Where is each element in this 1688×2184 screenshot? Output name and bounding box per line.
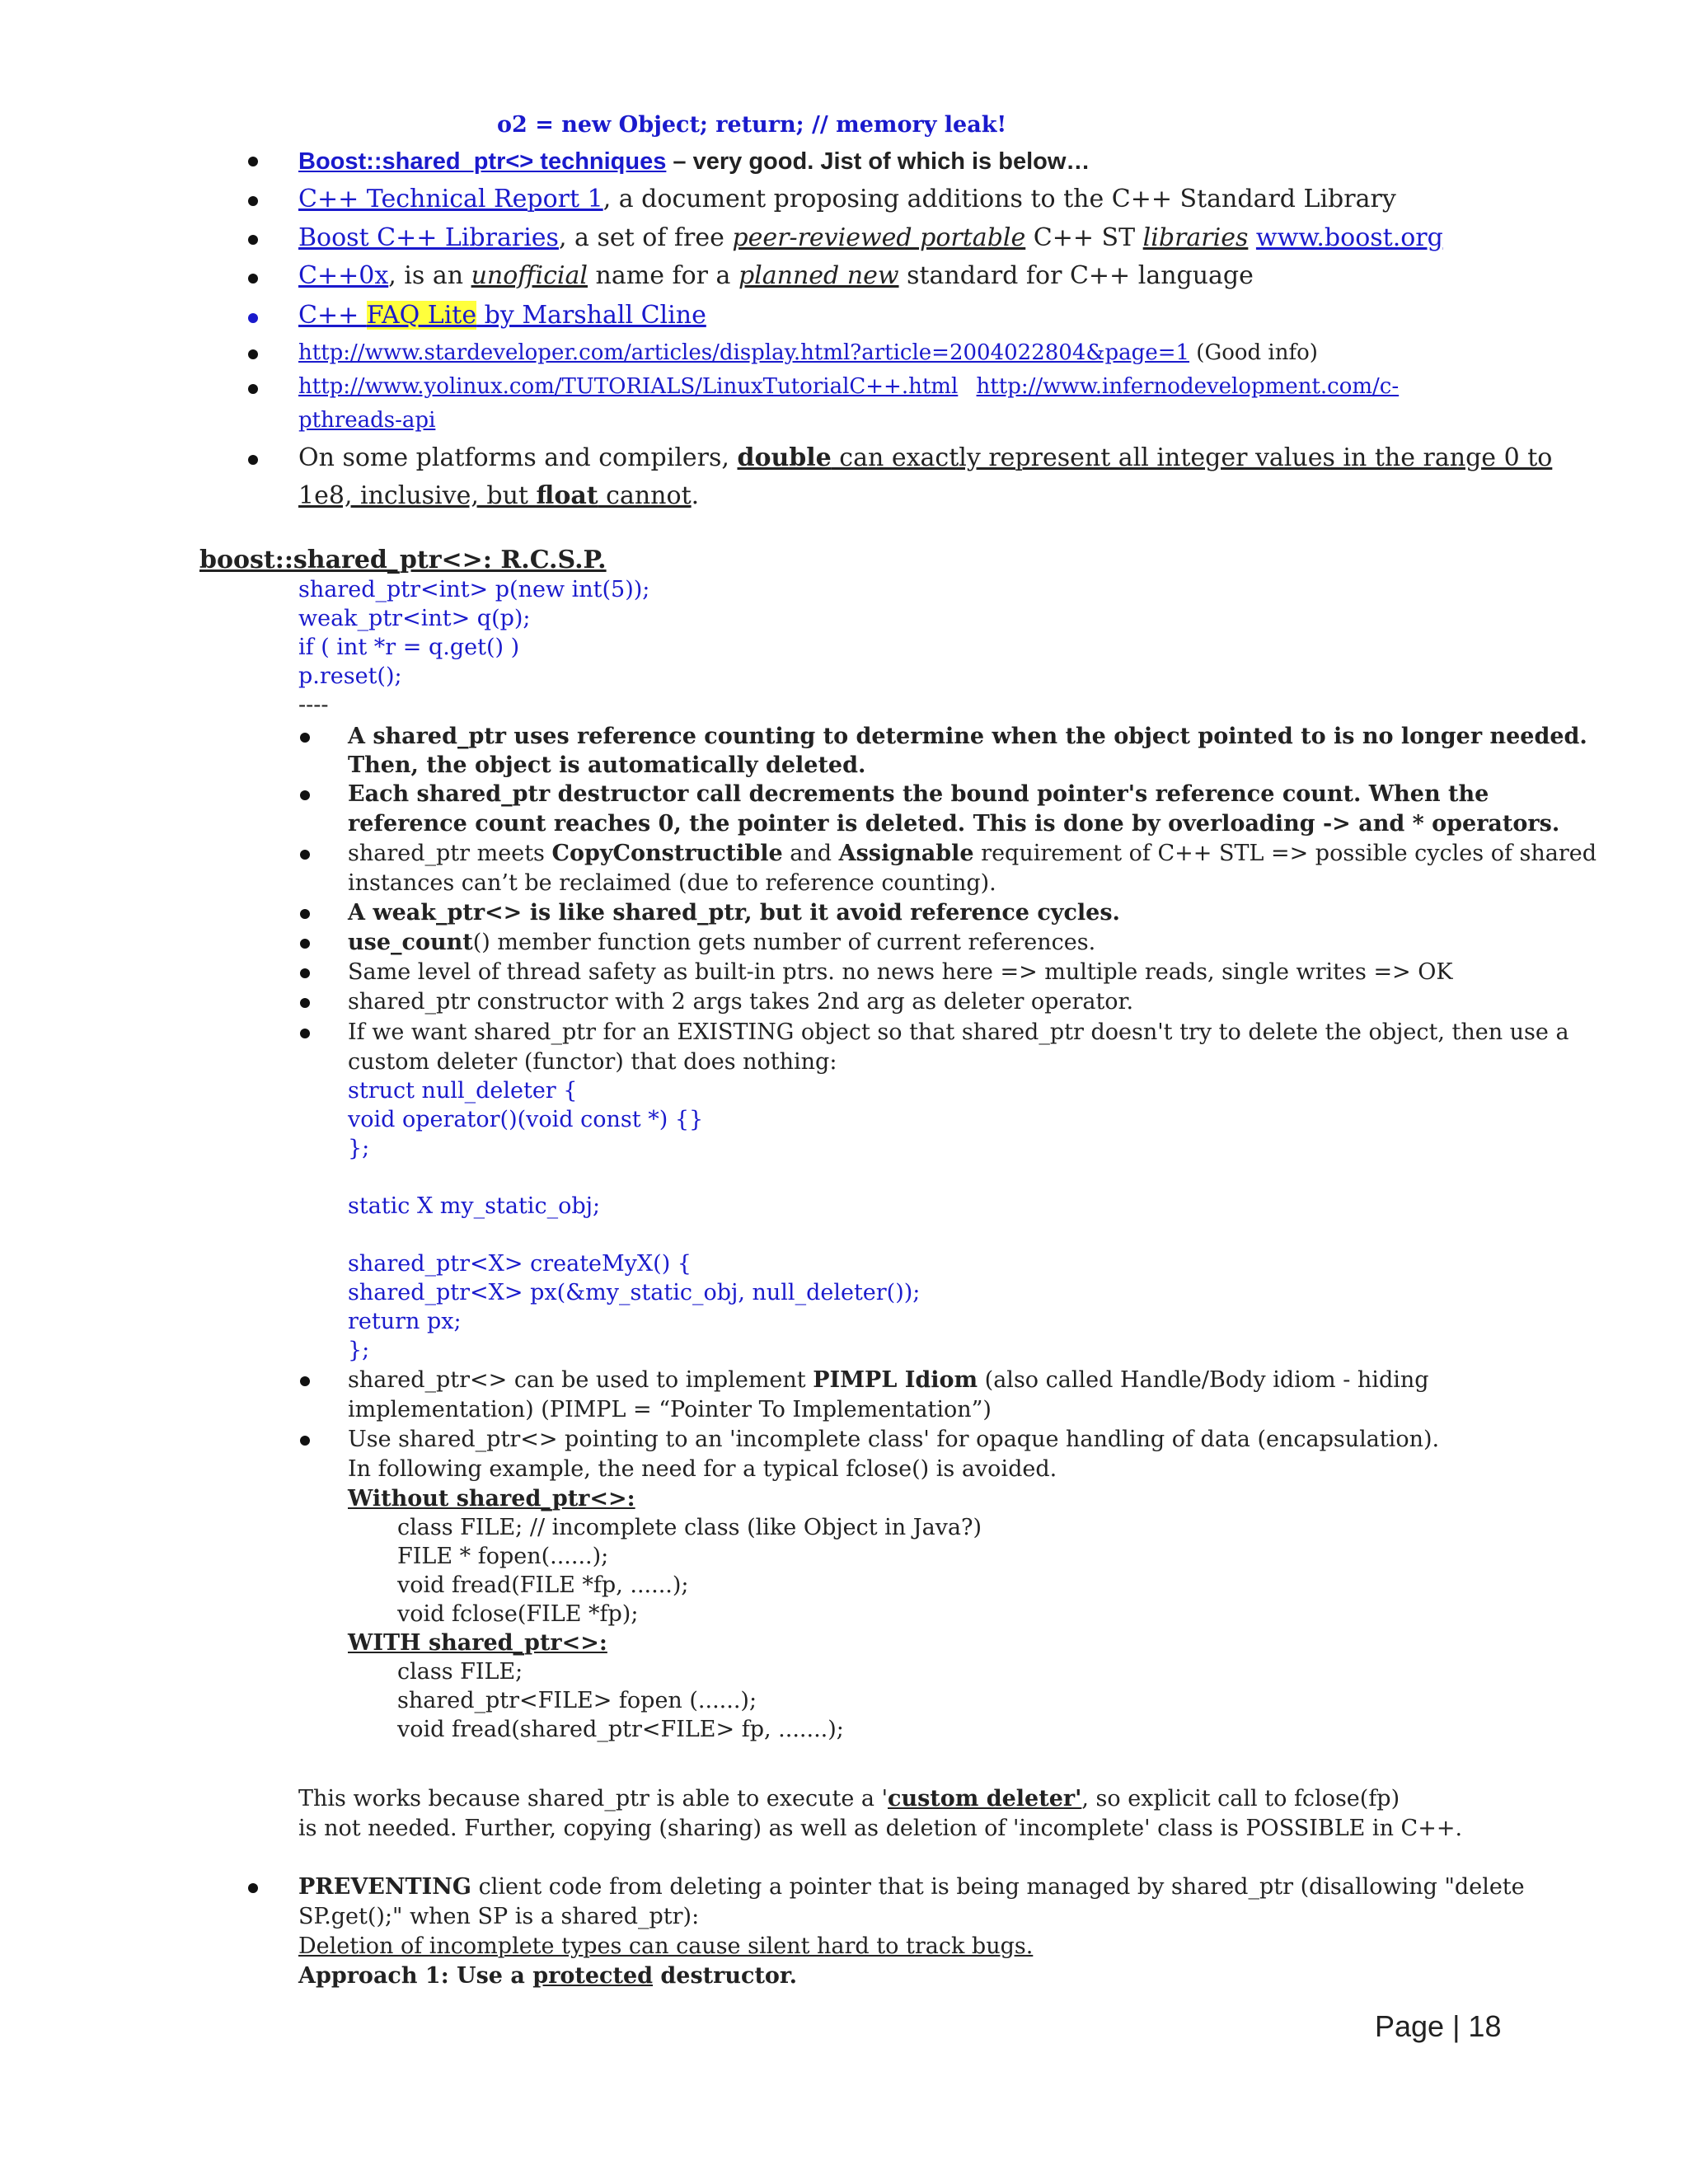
list-item-text: On some platforms and compilers,	[298, 443, 738, 472]
bullet-icon	[248, 1883, 258, 1893]
bullet-icon	[300, 850, 310, 860]
note-text	[348, 839, 1597, 869]
note-text: reference count reaches 0, the pointer is deleted. This is done by overloading -> and * operators.	[348, 811, 1560, 837]
code-line: if ( int *r = q.get() )	[298, 635, 520, 660]
code-line: p.reset();	[298, 663, 402, 689]
list-item	[298, 372, 1399, 401]
note-text	[348, 928, 1095, 958]
boost-org-link[interactable]: www.boost.org	[1255, 223, 1443, 252]
note-bold: use_count	[348, 930, 473, 955]
note-bold: CopyConstructible	[551, 841, 783, 866]
list-item-text: , a document proposing additions to the C++ Standard Library	[603, 185, 1396, 213]
bullet-icon	[248, 274, 258, 284]
bullet-icon	[248, 349, 258, 359]
approach-fragment: destructor.	[653, 1963, 798, 1989]
paragraph-fragment: This works because shared_ptr is able to execute a '	[298, 1786, 889, 1811]
list-item-text: (Good info)	[1189, 340, 1318, 365]
list-item-text: client code from deleting a pointer that is being managed by shared_ptr (disallowing "delete	[471, 1874, 1525, 1900]
memory-leak-code-line: o2 = new Object; return; // memory leak!	[497, 112, 1007, 138]
code-line: struct null_deleter {	[348, 1078, 578, 1104]
code-line: };	[348, 1338, 370, 1363]
approach-fragment: Approach 1: Use a	[298, 1963, 533, 1989]
list-item-text	[1248, 223, 1256, 252]
note-text: shared_ptr constructor with 2 args takes 2nd arg as deleter operator.	[348, 989, 1134, 1015]
list-item-text: cannot	[598, 481, 692, 510]
note-text: Same level of thread safety as built-in ptrs. no news here => multiple reads, single writes => OK	[348, 959, 1453, 985]
list-item	[298, 147, 1090, 176]
note-text: Then, the object is automatically deleted.	[348, 752, 866, 778]
note-fragment: requirement of C++ STL => possible cycles of shared	[973, 841, 1597, 866]
list-item	[298, 223, 1443, 253]
yolinux-link[interactable]: http://www.yolinux.com/TUTORIALS/LinuxTutorialC++.html	[298, 374, 959, 399]
note-bold: PIMPL Idiom	[813, 1367, 978, 1393]
bullet-icon	[300, 1376, 310, 1386]
subheading-without: Without shared_ptr<>:	[348, 1486, 635, 1511]
note-fragment: shared_ptr meets	[348, 841, 552, 866]
code-line: void fread(shared_ptr<FILE> fp, .......);	[397, 1717, 844, 1742]
note-text	[348, 1366, 1429, 1395]
bullet-icon	[300, 939, 310, 949]
note-text: In following example, the need for a typical fclose() is avoided.	[348, 1456, 1057, 1482]
list-item	[298, 301, 706, 330]
list-item-emphasis: libraries	[1142, 223, 1249, 252]
list-item-continuation: Deletion of incomplete types can cause silent hard to track bugs.	[298, 1933, 1034, 1959]
code-line: FILE * fopen(......);	[397, 1544, 609, 1569]
note-text: Use shared_ptr<> pointing to an 'incomplete class' for opaque handling of data (encapsulation).	[348, 1427, 1440, 1452]
keyword-double: double	[737, 443, 832, 472]
note-text: If we want shared_ptr for an EXISTING object so that shared_ptr doesn't try to delete the object, then use a	[348, 1019, 1569, 1045]
code-line: static X my_static_obj;	[348, 1193, 601, 1219]
list-item-emphasis: peer-reviewed portable	[732, 223, 1026, 252]
list-item-text: .	[691, 481, 700, 510]
custom-deleter-term: custom deleter'	[888, 1786, 1082, 1811]
list-item-text: , is an	[388, 261, 471, 290]
bullet-icon	[300, 1029, 310, 1038]
list-item-continuation	[298, 481, 699, 511]
bullet-icon	[248, 455, 258, 465]
list-item-text: standard for C++ language	[898, 261, 1254, 290]
cpp0x-link[interactable]: C++0x	[298, 261, 389, 290]
note-text: implementation) (PIMPL = “Pointer To Implementation”)	[348, 1397, 992, 1422]
list-item	[298, 185, 1396, 214]
boost-techniques-link[interactable]: Boost::shared_ptr<> techniques	[298, 148, 667, 175]
stardeveloper-link[interactable]: http://www.stardeveloper.com/articles/display.html?article=2004022804&page=1	[298, 340, 1190, 365]
bullet-icon	[300, 909, 310, 919]
list-item-continuation: SP.get();" when SP is a shared_ptr):	[298, 1904, 700, 1929]
note-fragment: and	[782, 841, 839, 866]
list-item-text: , a set of free	[558, 223, 733, 252]
list-item	[298, 261, 1254, 291]
note-bold: PREVENTING	[298, 1874, 471, 1900]
bullet-icon	[300, 998, 310, 1008]
note-text: Each shared_ptr destructor call decrements the bound pointer's reference count. When the	[348, 781, 1489, 807]
technical-report-link[interactable]: C++ Technical Report 1	[298, 185, 603, 213]
list-item-continuation	[298, 405, 435, 435]
list-item-text: name for a	[588, 261, 738, 290]
bullet-icon	[248, 157, 258, 166]
note-fragment: () member function gets number of current references.	[472, 930, 1096, 955]
infernodevelopment-link[interactable]: http://www.infernodevelopment.com/c-	[976, 374, 1400, 399]
code-line: class FILE;	[397, 1659, 523, 1685]
bullet-icon	[300, 1436, 310, 1446]
bullet-icon	[300, 790, 310, 800]
list-item-text: 1e8, inclusive, but	[298, 481, 537, 510]
code-line: shared_ptr<X> px(&my_static_obj, null_deleter());	[348, 1280, 921, 1305]
note-fragment: (also called Handle/Body idiom - hiding	[978, 1367, 1429, 1393]
note-fragment: shared_ptr<> can be used to implement	[348, 1367, 814, 1393]
list-item-emphasis: planned new	[738, 261, 899, 290]
highlighted-text: FAQ Lite	[366, 301, 477, 330]
code-line: weak_ptr<int> q(p);	[298, 606, 531, 631]
bullet-icon	[248, 313, 258, 323]
list-item	[298, 338, 1318, 368]
faq-lite-link[interactable]	[298, 301, 706, 330]
faq-link-prefix: C++	[298, 301, 367, 330]
infernodevelopment-link-cont[interactable]: pthreads-api	[298, 408, 436, 433]
note-text: A weak_ptr<> is like shared_ptr, but it avoid reference cycles.	[348, 900, 1120, 926]
list-item	[298, 443, 1552, 473]
list-item-emphasis: unofficial	[471, 261, 588, 290]
note-text: custom deleter (functor) that does nothing:	[348, 1049, 837, 1075]
boost-libraries-link[interactable]: Boost C++ Libraries	[298, 223, 559, 252]
approach-heading	[298, 1961, 797, 1991]
code-line: void operator()(void const *) {}	[348, 1107, 704, 1132]
bullet-icon	[248, 235, 258, 245]
code-line: shared_ptr<int> p(new int(5));	[298, 577, 650, 602]
code-line: void fclose(FILE *fp);	[397, 1601, 639, 1627]
section-heading: boost::shared_ptr<>: R.C.S.P.	[199, 546, 607, 574]
bullet-icon	[300, 733, 310, 743]
list-item	[298, 1872, 1525, 1902]
note-text: instances can’t be reclaimed (due to reference counting).	[348, 870, 996, 896]
code-line: void fread(FILE *fp, ......);	[397, 1572, 689, 1598]
faq-link-suffix: by Marshall Cline	[476, 301, 706, 330]
list-item-text: can exactly represent all integer values in the range 0 to	[831, 443, 1553, 472]
list-item-text: – very good. Jist of which is below…	[666, 148, 1090, 175]
code-line: };	[348, 1136, 370, 1161]
bullet-icon	[248, 384, 258, 394]
subheading-with: WITH shared_ptr<>:	[348, 1630, 607, 1656]
paragraph-text: is not needed. Further, copying (sharing) as well as deletion of 'incomplete' class is POSSIBLE in C++.	[298, 1816, 1463, 1841]
protected-term: protected	[532, 1963, 654, 1989]
paragraph-fragment: , so explicit call to fclose(fp)	[1081, 1786, 1400, 1811]
keyword-float: float	[536, 481, 598, 510]
note-text: A shared_ptr uses reference counting to determine when the object pointed to is no longer needed.	[348, 724, 1587, 749]
bullet-icon	[248, 196, 258, 206]
code-line: shared_ptr<FILE> fopen (......);	[397, 1688, 757, 1713]
paragraph-text	[298, 1784, 1400, 1814]
page-number: Page | 18	[1375, 2009, 1502, 2043]
code-line: shared_ptr<X> createMyX() {	[348, 1251, 692, 1277]
note-bold: Assignable	[838, 841, 974, 866]
list-item-text: C++ ST	[1025, 223, 1143, 252]
separator-text: ----	[298, 692, 329, 718]
code-line: return px;	[348, 1309, 462, 1334]
bullet-icon	[300, 968, 310, 978]
code-line: class FILE; // incomplete class (like Object in Java?)	[397, 1515, 982, 1540]
